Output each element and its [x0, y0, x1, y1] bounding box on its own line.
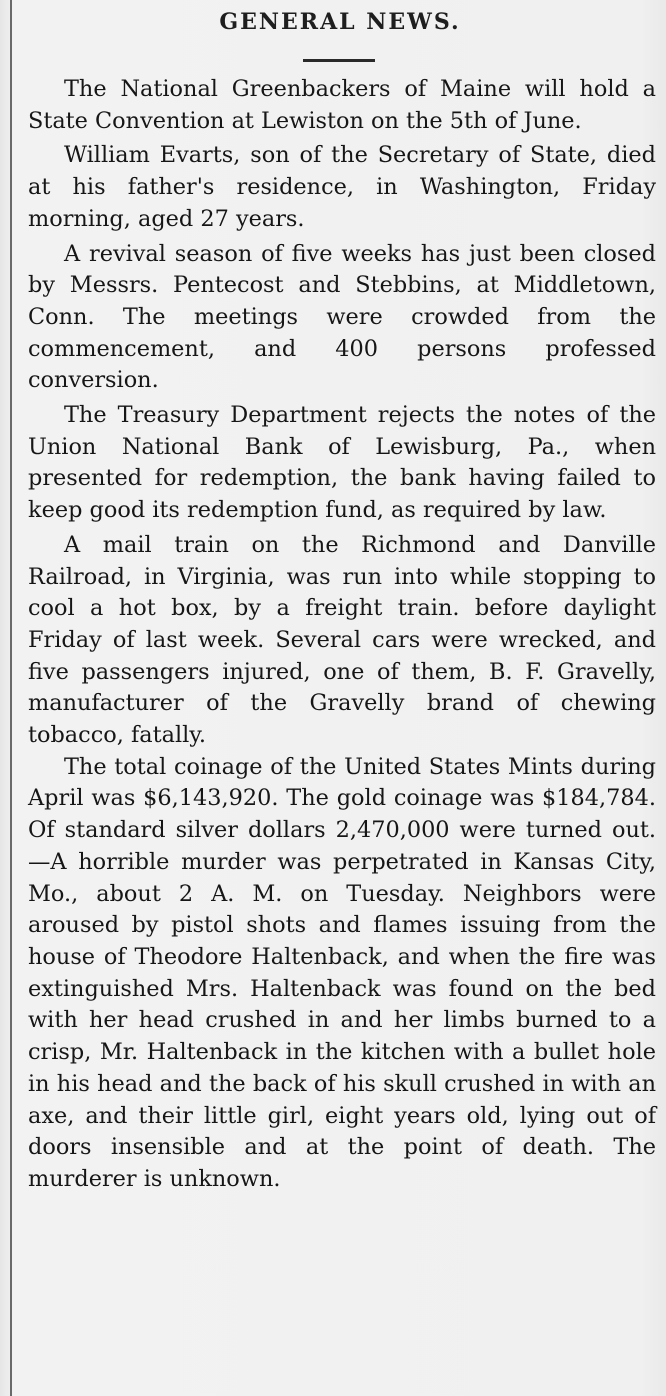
news-item: The National Greenbackers of Maine will hold a State Convention at Lewiston on the 5th of June.	[28, 76, 656, 134]
heading-divider	[303, 59, 375, 62]
news-item: William Evarts, son of the Secretary of State, died at his father's residence, in Washington, Friday morning, aged 27 years.	[28, 142, 656, 232]
news-item: A mail train on the Richmond and Danville Railroad, in Virginia, was run into while stopping to cool a hot box, by a freight train. before daylight Friday of last week. Several cars were wrecked, and five passengers injured, one of them, B. F. Gravelly, manufacturer of the Gravelly brand of chewing tobacco, fatally.	[28, 531, 656, 749]
section-heading: GENERAL NEWS.	[219, 9, 461, 35]
news-column	[28, 74, 656, 1196]
news-item: The Treasury Department rejects the notes of the Union National Bank of Lewisburg, Pa., when presented for redemption, the bank having failed to keep good its redemption fund, as required by law.	[28, 402, 656, 524]
column-rule	[10, 0, 12, 1396]
news-item: The total coinage of the United States Mints during April was $6,143,920. The gold coinage was $184,784. Of standard silver dollars 2,470,000 were turned out.—A horrible murder was perpetrated in Kansas City, Mo., about 2 A. M. on Tuesday. Neighbors were aroused by pistol shots and flames issuing from the house of Theodore Haltenback, and when the fire was extinguished Mrs. Haltenback was found on the bed with her head crushed in and her limbs burned to a crisp, Mr. Haltenback in the kitchen with a bullet hole in his head and the back of his skull crushed in with an axe, and their little girl, eight years old, lying out of doors insensible and at the point of death. The murderer is unknown.	[28, 753, 656, 1192]
news-item: A revival season of five weeks has just been closed by Messrs. Pentecost and Stebbins, at Middletown, Conn. The meetings were crowded from the commencement, and 400 persons professed conversion.	[28, 240, 656, 394]
